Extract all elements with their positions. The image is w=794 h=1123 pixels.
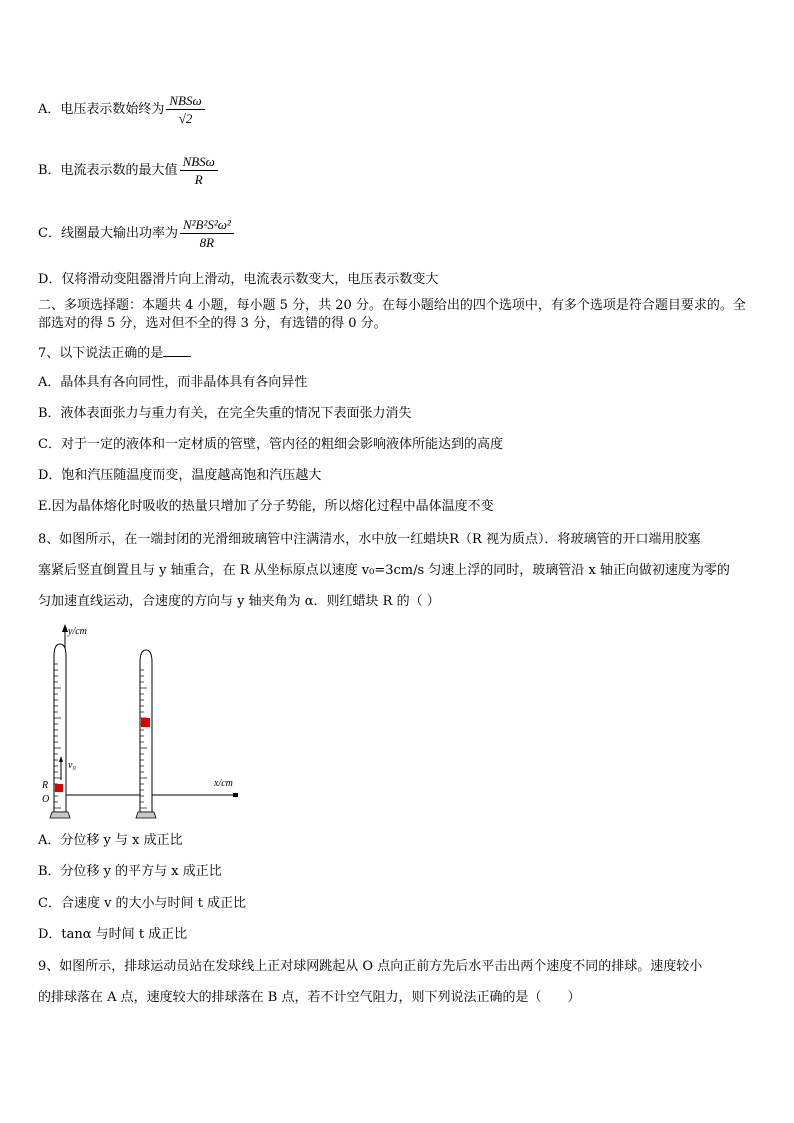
- q8-stem-line-2: 塞紧后竖直倒置且与 y 轴重合，在 R 从坐标原点以速度 v₀=3cm/s 匀速上浮的同时，玻璃管沿 x 轴正向做初速度为零的: [38, 563, 730, 578]
- option-b-denominator: R: [194, 172, 203, 187]
- q7-option-b: B．液体表面张力与重力有关，在完全失重的情况下表面张力消失: [38, 406, 412, 421]
- x-axis-label: x/cm: [214, 778, 233, 789]
- q8-stem-line-1: 8、如图所示，在一端封闭的光滑细玻璃管中注满清水，水中放一红蜡块R（R 视为质点）．将玻璃管的开口端用胶塞: [38, 532, 701, 547]
- origin-label: O: [42, 794, 50, 805]
- option-b: [38, 153, 218, 188]
- glass-tube-right: [136, 650, 156, 818]
- q8-stem-line-3: 匀加速直线运动，合速度的方向与 y 轴夹角为 α．则红蜡块 R 的（ ）: [38, 594, 440, 609]
- r-label: R: [42, 780, 49, 791]
- red-block-right: [141, 718, 150, 727]
- q9-stem-line-2: 的排球落在 A 点，速度较大的排球落在 B 点，若不计空气阻力，则下列说法正确的是（ ）: [38, 990, 581, 1005]
- option-c-text: C．线圈最大输出功率为: [38, 226, 178, 241]
- q8-option-c: C．合速度 v 的大小与时间 t 成正比: [38, 896, 247, 911]
- option-c-fraction: [180, 216, 234, 251]
- q7-answer-blank: [163, 344, 191, 357]
- tube-left-stopper: [50, 812, 70, 818]
- q7-stem: [38, 344, 191, 363]
- q7-option-a: A．晶体具有各向同性，而非晶体具有各向异性: [38, 375, 308, 390]
- option-a-fraction: [166, 92, 204, 127]
- q7-option-d: D．饱和汽压随温度而变，温度越高饱和汽压越大: [38, 468, 322, 483]
- q9-stem-line-1: 9、如图所示，排球运动员站在发球线上正对球网跳起从 O 点向正前方先后水平击出两个速度不同的排球。速度较小: [38, 959, 703, 974]
- q8-option-b: B．分位移 y 的平方与 x 成正比: [38, 864, 222, 879]
- option-a-text: A．电压表示数始终为: [38, 102, 165, 117]
- option-b-numerator: NBSω: [180, 153, 218, 171]
- option-a-numerator: NBSω: [166, 92, 204, 110]
- option-c-numerator: N²B²S²ω²: [180, 216, 234, 234]
- red-block-left: [55, 784, 63, 792]
- tube-right-stopper: [136, 812, 156, 818]
- option-c: [38, 216, 234, 251]
- option-c-denominator: 8R: [199, 235, 215, 250]
- q7-stem-text: 7、以下说法正确的是: [38, 346, 164, 361]
- y-axis-label: y/cm: [68, 626, 87, 637]
- section-2-instructions: 二、多项选择题：本题共 4 小题，每小题 5 分，共 20 分。在每小题给出的四个选项中，有多个选项是符合题目要求的。全部选对的得 5 分，选对但不全的得 3 分，有选错的得 0 分。: [38, 298, 746, 331]
- x-axis-end: [233, 793, 238, 797]
- q8-option-d: D．tanα 与时间 t 成正比: [38, 927, 188, 942]
- option-d: D．仅将滑动变阻器滑片向上滑动，电流表示数变大，电压表示数变大: [38, 272, 439, 287]
- q7-option-c: C．对于一定的液体和一定材质的管壁，管内径的粗细会影响液体所能达到的高度: [38, 437, 503, 452]
- velocity-label: v₀: [68, 760, 76, 771]
- option-b-text: B．电流表示数的最大值: [38, 163, 178, 178]
- q8-option-a: A．分位移 y 与 x 成正比: [38, 833, 183, 848]
- option-a-denominator: √2: [178, 111, 193, 126]
- option-a: [38, 92, 205, 127]
- q7-option-e: E.因为晶体熔化时吸收的热量只增加了分子势能，所以熔化过程中晶体温度不变: [38, 499, 494, 514]
- option-b-fraction: [180, 153, 218, 188]
- q8-figure: [30, 620, 250, 825]
